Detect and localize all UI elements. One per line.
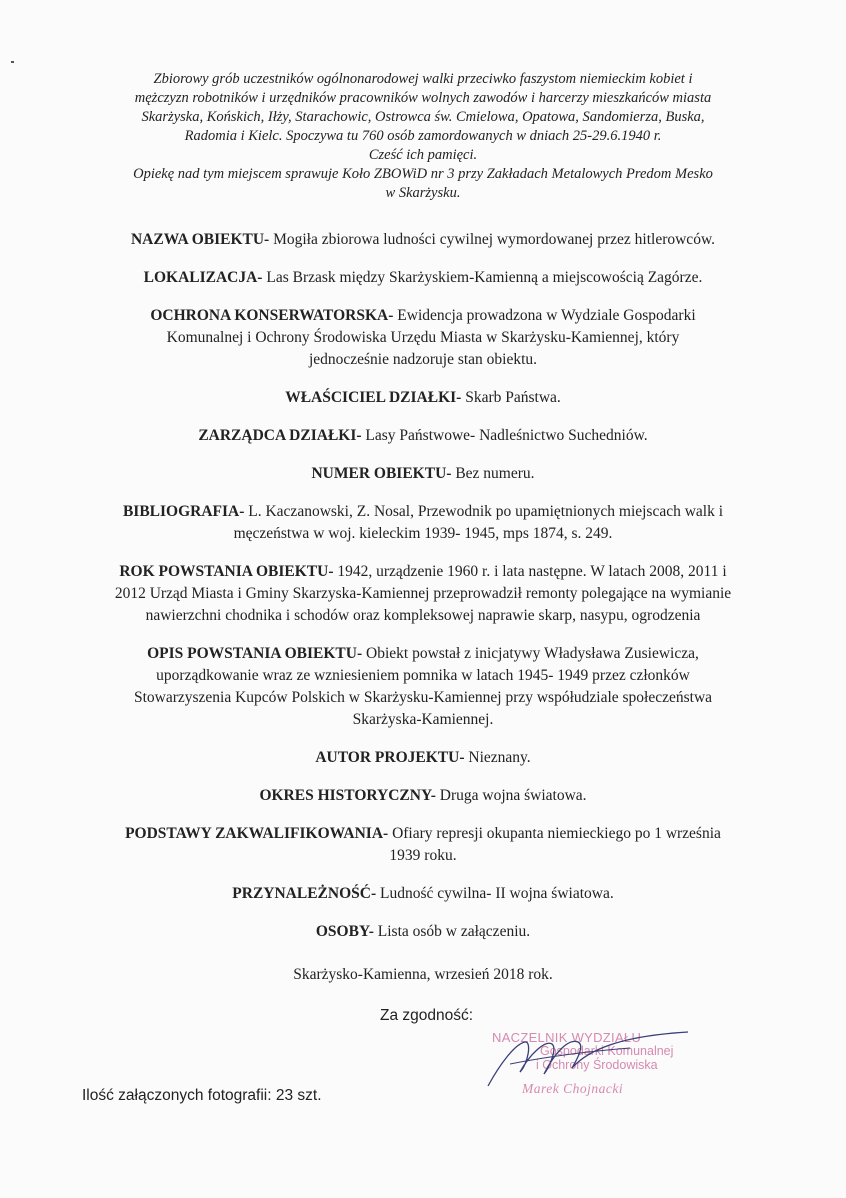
entry-label: ROK POWSTANIA OBIEKTU- xyxy=(119,563,334,580)
signature-mark xyxy=(470,1024,710,1104)
entry-line xyxy=(60,823,786,845)
entry-value: 1942, urządzenie 1960 r. i lata następne. W latach 2008, 2011 i xyxy=(333,563,727,580)
entry-line xyxy=(60,501,786,523)
entry-line xyxy=(60,327,786,349)
description-entry xyxy=(60,501,786,545)
description-entry xyxy=(60,305,786,371)
entry-line xyxy=(60,747,786,769)
inscription-text xyxy=(80,70,766,203)
entry-line xyxy=(60,387,786,409)
entry-value: Skarżyska-Kamiennej. xyxy=(352,711,494,728)
entry-label: OPIS POWSTANIA OBIEKTU- xyxy=(147,645,363,662)
entry-line xyxy=(60,229,786,251)
entry-label: PODSTAWY ZAKWALIFIKOWANIA- xyxy=(125,825,389,842)
description-entry xyxy=(60,643,786,731)
entry-line xyxy=(60,349,786,371)
entry-line xyxy=(60,583,786,605)
entry-line xyxy=(60,845,786,867)
entry-value: jednocześnie nadzoruje stan obiektu. xyxy=(308,351,538,368)
entry-value: Lista osób w załączeniu. xyxy=(373,923,531,940)
inscription-line: Skarżyska, Końskich, Iłży, Starachowic, Ostrowca św. Cmielowa, Opatowa, Sandomierza, Buska, xyxy=(141,109,705,125)
entry-line xyxy=(60,665,786,687)
inscription-line: w Skarżysku. xyxy=(385,185,461,201)
description-entry xyxy=(60,425,786,447)
entry-value: Lasy Państwowe- Nadleśnictwo Suchedniów. xyxy=(361,427,648,444)
entry-line xyxy=(60,785,786,807)
entry-value: Bez numeru. xyxy=(451,465,535,482)
entry-label: OSOBY- xyxy=(315,923,374,940)
inscription-line: Radomia i Kielc. Spoczywa tu 760 osób zamordowanych w dniach 25-29.6.1940 r. xyxy=(184,128,662,144)
stamp-title: NACZELNIK WYDZIAŁU xyxy=(492,1030,642,1045)
entry-line xyxy=(60,267,786,289)
object-description-list xyxy=(60,229,786,943)
entry-value: Komunalnej i Ochrony Środowiska Urzędu Miasta w Skarżysku-Kamiennej, który xyxy=(166,329,680,346)
entry-label: NAZWA OBIEKTU- xyxy=(130,231,270,248)
official-stamp-signature xyxy=(470,1024,710,1104)
stamp-name: Marek Chojnacki xyxy=(522,1081,624,1096)
entry-value: męczeństwa w woj. kieleckim 1939- 1945, mps 1874, s. 249. xyxy=(233,525,613,542)
description-entry xyxy=(60,747,786,769)
entry-value: Obiekt powstał z inicjatywy Władysława Zusiewicza, xyxy=(362,645,699,662)
entry-value: Druga wojna światowa. xyxy=(435,787,587,804)
stamp-department-line: Gospodarki Komunalnej xyxy=(540,1044,674,1058)
entry-label: PRZYNALEŻNOŚĆ- xyxy=(232,885,377,902)
certified-label: Za zgodność: xyxy=(380,1007,474,1024)
entry-label: WŁAŚCICIEL DZIAŁKI- xyxy=(285,389,462,406)
scan-speck xyxy=(11,61,14,63)
entry-value: nawierzchni chodnika i schodów oraz kompleksowej naprawie skarp, nasypu, ogrodzenia xyxy=(145,607,701,624)
description-entry xyxy=(60,561,786,627)
entry-line xyxy=(60,523,786,545)
entry-label: BIBLIOGRAFIA- xyxy=(122,503,245,520)
description-entry xyxy=(60,785,786,807)
description-entry xyxy=(60,883,786,905)
entry-line xyxy=(60,709,786,731)
inscription-line: Zbiorowy grób uczestników ogólnonarodowej walki przeciwko faszystom niemieckim kobiet i xyxy=(153,71,693,87)
entry-value: Nieznany. xyxy=(464,749,531,766)
description-entry xyxy=(60,387,786,409)
entry-value: Ewidencja prowadzona w Wydziale Gospodarki xyxy=(393,307,696,324)
entry-label: OKRES HISTORYCZNY- xyxy=(259,787,436,804)
entry-value: 2012 Urząd Miasta i Gminy Skarzyska-Kamiennej przeprowadził remonty polegające na wymianie xyxy=(114,585,732,602)
inscription-line: Cześć ich pamięci. xyxy=(368,147,478,163)
description-entry xyxy=(60,229,786,251)
inscription-line: Opiekę nad tym miejscem sprawuje Koło ZBOWiD nr 3 przy Zakładach Metalowych Predom Mesko xyxy=(133,166,713,182)
entry-label: ZARZĄDCA DZIAŁKI- xyxy=(198,427,362,444)
photos-count: Ilość załączonych fotografii: 23 szt. xyxy=(82,1087,322,1104)
entry-line xyxy=(60,643,786,665)
entry-value: Skarb Państwa. xyxy=(461,389,561,406)
entry-line xyxy=(60,605,786,627)
stamp-department-line: i Ochrony Środowiska xyxy=(536,1058,658,1072)
entry-line xyxy=(60,305,786,327)
entry-line xyxy=(60,561,786,583)
description-entry xyxy=(60,921,786,943)
entry-value: Mogiła zbiorowa ludności cywilnej wymordowanej przez hitlerowców. xyxy=(269,231,716,248)
entry-value: Ofiary represji okupanta niemieckiego po 1 września xyxy=(388,825,721,842)
entry-line xyxy=(60,463,786,485)
description-entry xyxy=(60,823,786,867)
description-entry xyxy=(60,267,786,289)
entry-value: 1939 roku. xyxy=(389,847,457,864)
entry-label: AUTOR PROJEKTU- xyxy=(315,749,465,766)
entry-line xyxy=(60,921,786,943)
entry-label: NUMER OBIEKTU- xyxy=(311,465,452,482)
entry-value: Ludność cywilna- II wojna światowa. xyxy=(376,885,614,902)
entry-value: uporządkowanie wraz ze wzniesieniem pomnika w latach 1945- 1949 przez członków xyxy=(156,667,690,684)
entry-line xyxy=(60,687,786,709)
entry-value: L. Kaczanowski, Z. Nosal, Przewodnik po upamiętnionych miejscach walk i xyxy=(244,503,724,520)
place-and-date: Skarżysko-Kamienna, wrzesień 2018 rok. xyxy=(293,966,553,983)
entry-label: LOKALIZACJA- xyxy=(143,269,263,286)
description-entry xyxy=(60,463,786,485)
entry-line xyxy=(60,883,786,905)
entry-label: OCHRONA KONSERWATORSKA- xyxy=(150,307,394,324)
entry-value: Las Brzask między Skarżyskiem-Kamienną a miejscowością Zagórze. xyxy=(262,269,703,286)
entry-value: Stowarzyszenia Kupców Polskich w Skarżysku-Kamiennej przy współudziale społeczeństwa xyxy=(133,689,713,706)
inscription-line: mężczyzn robotników i urzędników pracowników wolnych zawodów i harcerzy mieszkańców miasta xyxy=(134,90,712,106)
entry-line xyxy=(60,425,786,447)
